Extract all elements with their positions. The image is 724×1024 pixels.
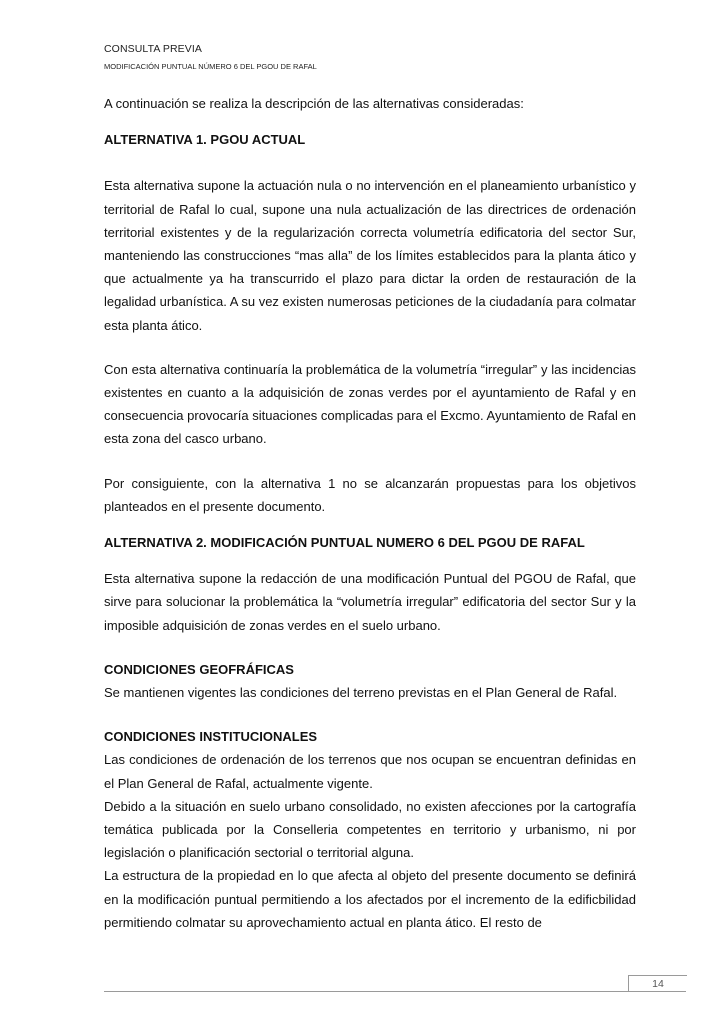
document-body [104, 92, 636, 934]
intro-paragraph: A continuación se realiza la descripción de las alternativas consideradas: [104, 96, 524, 111]
alternative-1-paragraph-2: Con esta alternativa continuaría la problemática de la volumetría “irregular” y las incidencias existentes en cuanto a la adquisición de zonas verdes por el ayuntamiento de Rafal y en consecuencia provocaría situaciones complicadas para el Excmo. Ayuntamiento de Rafal en esta zona del casco urbano. [104, 361, 636, 447]
institutional-conditions-paragraph-1: Las condiciones de ordenación de los terrenos que nos ocupan se encuentran definidas en el Plan General de Rafal, actualmente vigente. [104, 752, 636, 791]
alternative-2-paragraph-1: Esta alternativa supone la redacción de una modificación Puntual del PGOU de Rafal, que sirve para solucionar la problemática la “volumetría irregular” edificatoria del sector Sur y la imposible adquisición de zonas verdes en el suelo urbano. [104, 571, 636, 633]
institutional-conditions-heading: CONDICIONES INSTITUCIONALES [104, 729, 318, 745]
institutional-conditions-paragraph-3: La estructura de la propiedad en lo que afecta al objeto del presente documento se definirá en la modificación puntual permitiendo a los afectados por el incremento de la edificbilidad permitiendo colmatar su aprovechamiento actual en planta ático. El resto de [104, 868, 636, 930]
institutional-conditions-paragraph-2: Debido a la situación en suelo urbano consolidado, no existen afecciones por la cartografía temática publicada por la Conselleria competentes en territorio y urbanismo, ni por legislación o planificación sectorial o territorial alguna. [104, 798, 636, 861]
alternative-1-heading: ALTERNATIVA 1. PGOU ACTUAL [104, 132, 306, 148]
alternative-1-paragraph-1: Esta alternativa supone la actuación nula o no intervención en el planeamiento urbanístico y territorial de Rafal lo cual, supone una nula actualización de las directrices de ordenación territorial existentes y de la regularización correcta volumetría edificatoria del sector Sur, manteniendo las construcciones “mas alla” de los límites establecidos para la planta ático y que actualmente ya ha transcurrido el plazo para dictar la orden de restauración de la legalidad urbanística. A su vez existen numerosas peticiones de la ciudadanía para colmatar esta planta ático. [104, 178, 636, 333]
alternative-1-paragraph-3: Por consiguiente, con la alternativa 1 no se alcanzarán propuestas para los objetivos planteados en el presente documento. [104, 475, 636, 514]
footer-rule [104, 991, 686, 992]
alternative-2-heading: ALTERNATIVA 2. MODIFICACIÓN PUNTUAL NUMERO 6 DEL PGOU DE RAFAL [104, 535, 585, 551]
header-subtitle: MODIFICACIÓN PUNTUAL NÚMERO 6 DEL PGOU DE RAFAL [104, 62, 317, 71]
geographic-conditions-heading: CONDICIONES GEOFRÁFICAS [104, 661, 294, 677]
page-number: 14 [628, 975, 687, 992]
geographic-conditions-paragraph: Se mantienen vigentes las condiciones del terreno previstas en el Plan General de Rafal. [104, 685, 618, 701]
header-title: CONSULTA PREVIA [104, 43, 202, 55]
